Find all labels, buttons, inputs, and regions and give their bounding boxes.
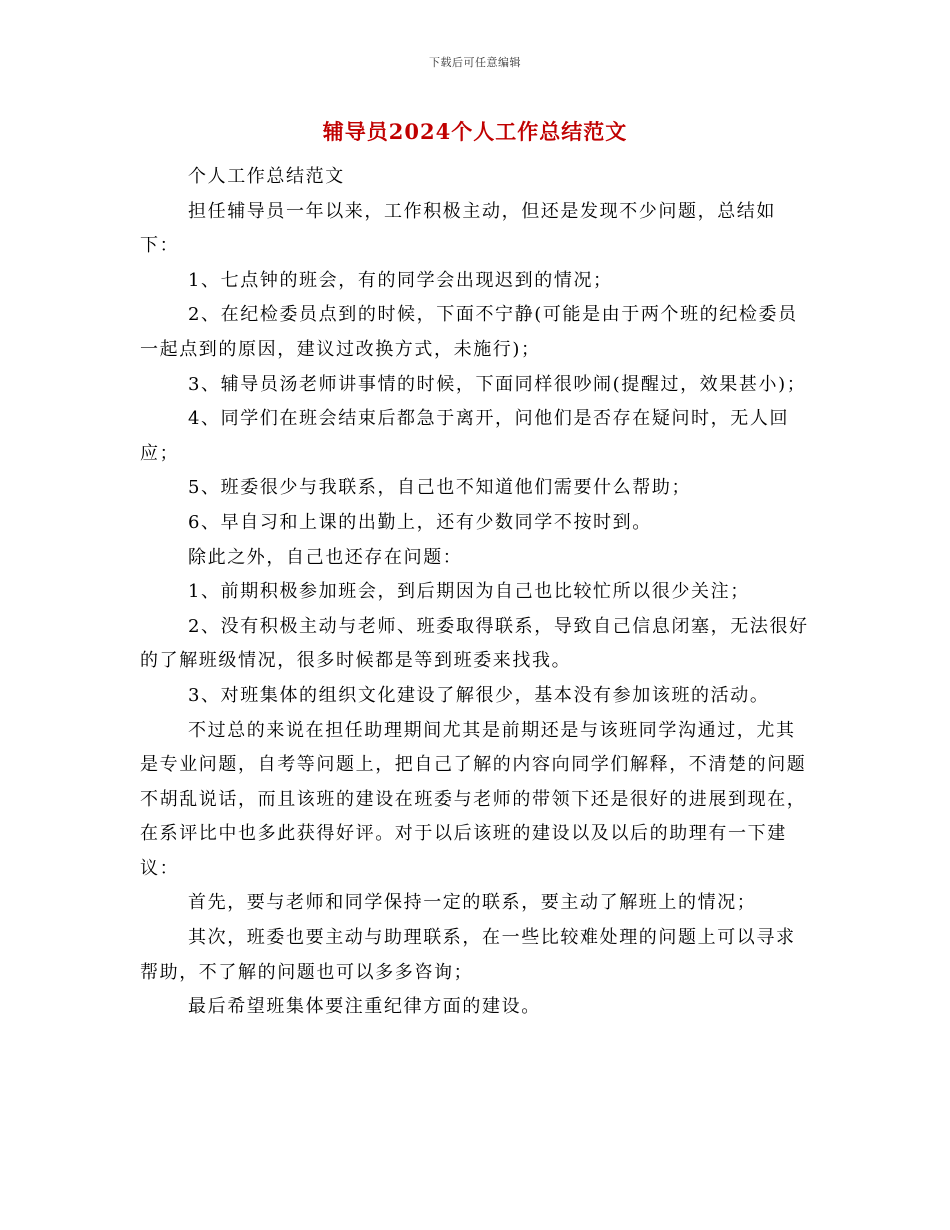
paragraph: 4、同学们在班会结束后都急于离开，问他们是否存在疑问时，无人回应； <box>140 408 790 464</box>
paragraph: 最后希望班集体要注重纪律方面的建设。 <box>188 996 541 1018</box>
page-header: 下载后可任意编辑 <box>429 56 521 69</box>
paragraph: 担任辅导员一年以来，工作积极主动，但还是发现不少问题，总结如下： <box>140 200 776 257</box>
paragraph: 不过总的来说在担任助理期间尤其是前期还是与该班同学沟通过，尤其是专业问题，自考等问题上，把自己了解的内容向同学们解释，不清楚的问题不胡乱说话，而且该班的建设在班委与老师的带领下还是很好的进展到现在，在系评比中也多此获得好评。对于以后该班的建设以及以后的助理有一下建议： <box>140 719 807 879</box>
document-body <box>140 160 810 1025</box>
paragraph: 首先，要与老师和同学保持一定的联系，要主动了解班上的情况； <box>188 892 757 914</box>
paragraph: 6、早自习和上课的出勤上，还有少数同学不按时到。 <box>188 511 652 533</box>
paragraph: 5、班委很少与我联系，自己也不知道他们需要什么帮助； <box>188 477 692 499</box>
document-title: 辅导员2024个人工作总结范文 <box>322 119 628 144</box>
paragraph: 2、没有积极主动与老师、班委取得联系，导致自己信息闭塞，无法很好的了解班级情况，很多时候都是等到班委来找我。 <box>140 615 809 672</box>
paragraph: 除此之外，自己也还存在问题： <box>188 546 463 568</box>
paragraph: 1、前期积极参加班会，到后期因为自己也比较忙所以很少关注； <box>188 581 750 603</box>
paragraph: 其次，班委也要主动与助理联系，在一些比较难处理的问题上可以寻求帮助，不了解的问题也可以多多咨询； <box>140 927 796 983</box>
paragraph: 3、对班集体的组织文化建设了解很少，基本没有参加该班的活动。 <box>188 684 770 706</box>
paragraph: 个人工作总结范文 <box>188 166 345 187</box>
paragraph: 2、在纪检委员点到的时候，下面不宁静(可能是由于两个班的纪检委员一起点到的原因，建议过改换方式，未施行)； <box>140 304 798 360</box>
paragraph: 3、辅导员汤老师讲事情的时候，下面同样很吵闹(提醒过，效果甚小)； <box>188 373 807 395</box>
paragraph: 1、七点钟的班会，有的同学会出现迟到的情况； <box>188 269 613 291</box>
